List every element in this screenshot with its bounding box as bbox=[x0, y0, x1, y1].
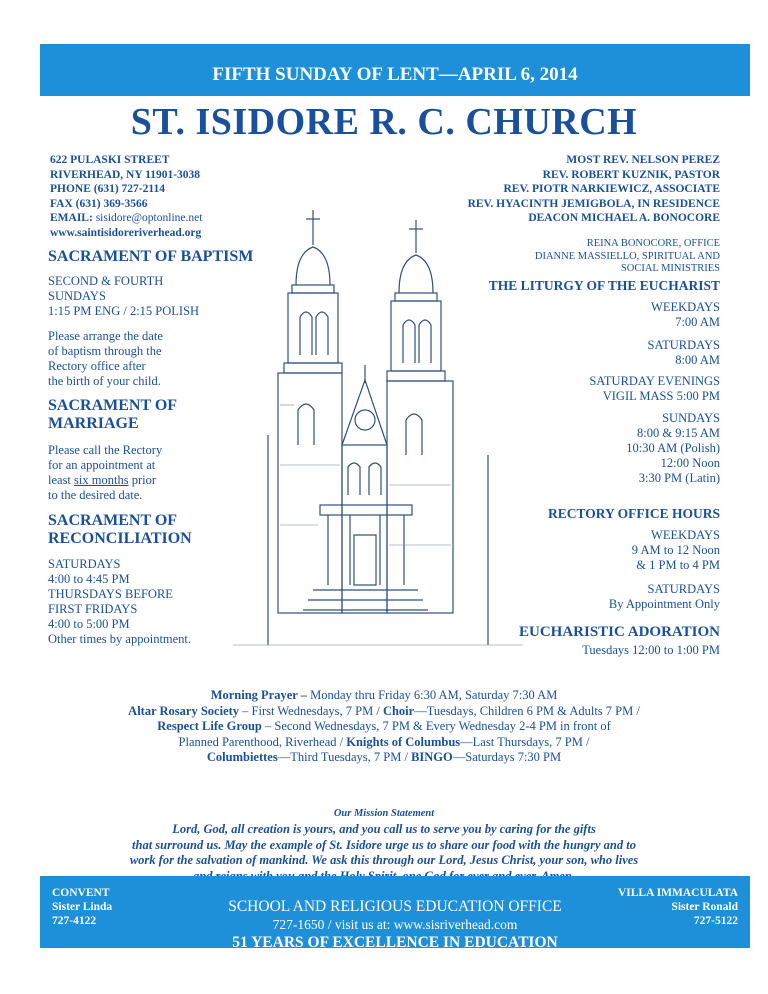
church-illustration bbox=[228, 205, 528, 655]
marriage-text bbox=[48, 443, 162, 503]
baptism-note bbox=[48, 329, 163, 389]
marriage-heading-line: MARRIAGE bbox=[48, 415, 139, 432]
rectory-line: By Appointment Only bbox=[608, 597, 720, 611]
staff-line: DIANNE MASSIELLO, SPIRITUAL AND bbox=[534, 250, 720, 262]
staff-line: SOCIAL MINISTRIES bbox=[620, 263, 720, 274]
liturgy-line: SATURDAY EVENINGS bbox=[589, 374, 720, 388]
reconciliation-line: SATURDAYS bbox=[48, 557, 121, 571]
group-label: Knights of Columbus bbox=[346, 734, 461, 749]
baptism-note-line: of baptism through the bbox=[48, 344, 162, 358]
baptism-note-line: Rectory office after bbox=[48, 359, 146, 373]
group-label: Morning Prayer – bbox=[210, 688, 307, 702]
villa-contact bbox=[618, 886, 738, 928]
email-label: EMAIL: bbox=[50, 212, 93, 224]
groups-line bbox=[0, 735, 768, 751]
rectory-line: SATURDAYS bbox=[647, 582, 720, 596]
address-phone: PHONE (631) 727-2114 bbox=[50, 183, 165, 195]
staff-line: REINA BONOCORE, OFFICE bbox=[586, 238, 720, 249]
address-street: 622 PULASKI STREET bbox=[50, 154, 170, 166]
clergy-line: REV. ROBERT KUZNIK, PASTOR bbox=[542, 168, 720, 181]
group-text: —Third Tuesdays, 7 PM / bbox=[277, 750, 412, 764]
liturgy-vigil bbox=[589, 374, 720, 404]
marriage-line bbox=[48, 473, 162, 488]
reconciliation-line: FIRST FRIDAYS bbox=[48, 602, 138, 616]
liturgy-heading: THE LITURGY OF THE EUCHARIST bbox=[488, 278, 720, 293]
clergy-line: REV. PIOTR NARKIEWICZ, ASSOCIATE bbox=[503, 183, 720, 195]
address-city: RIVERHEAD, NY 11901-3038 bbox=[50, 168, 201, 181]
address-fax: FAX (631) 369-3566 bbox=[50, 197, 148, 210]
groups-line bbox=[0, 704, 768, 720]
baptism-note-line: Please arrange the date bbox=[48, 329, 163, 343]
group-text: – Second Wednesdays, 7 PM & Every Wednesday 2-4 PM in front of bbox=[261, 719, 611, 733]
reconciliation-heading-line: RECONCILIATION bbox=[48, 530, 192, 547]
rectory-line: & 1 PM to 4 PM bbox=[636, 558, 720, 572]
adoration-heading: EUCHARISTIC ADORATION bbox=[518, 624, 720, 640]
liturgy-line: 10:30 AM (Polish) bbox=[626, 441, 720, 455]
rectory-line: 9 AM to 12 Noon bbox=[631, 543, 720, 557]
group-text: —Tuesdays, Children 6 PM & Adults 7 PM / bbox=[414, 703, 640, 718]
school-years: 51 YEARS OF EXCELLENCE IN EDUCATION bbox=[232, 934, 558, 951]
marriage-heading bbox=[48, 397, 177, 433]
reconciliation-line: 4:00 to 5:00 PM bbox=[48, 617, 130, 631]
marriage-heading-line: SACRAMENT OF bbox=[48, 397, 178, 414]
reconciliation-line: THURSDAYS BEFORE bbox=[48, 587, 173, 601]
staff-block bbox=[535, 238, 720, 276]
reconciliation-text bbox=[48, 557, 191, 647]
church-title: ST. ISIDORE R. C. CHURCH bbox=[130, 101, 638, 143]
rectory-saturdays bbox=[609, 582, 720, 612]
header-banner: FIFTH SUNDAY OF LENT—APRIL 6, 2014 bbox=[40, 44, 750, 96]
baptism-schedule bbox=[48, 274, 199, 319]
baptism-line: SECOND & FOURTH bbox=[48, 274, 164, 288]
group-label: Altar Rosary Society bbox=[128, 703, 240, 718]
marriage-line: to the desired date. bbox=[48, 488, 143, 502]
marriage-text-part: least bbox=[48, 473, 75, 487]
mission-line: Lord, God, all creation is yours, and you call us to serve you by caring for the gifts bbox=[172, 822, 596, 836]
mission-line: that surround us. May the example of St. Isidore urge us to share our food with the hungry and to bbox=[132, 837, 636, 852]
liturgy-weekdays bbox=[651, 300, 720, 330]
email-link[interactable]: sisidore@optonline.net bbox=[95, 212, 203, 224]
clergy-line: DEACON MICHAEL A. BONOCORE bbox=[528, 212, 720, 224]
footer-banner bbox=[40, 876, 750, 951]
marriage-line: Please call the Rectory bbox=[48, 443, 163, 457]
liturgy-line: WEEKDAYS bbox=[651, 300, 720, 314]
liturgy-line: 3:30 PM (Latin) bbox=[638, 471, 720, 485]
group-text: – First Wednesdays, 7 PM / bbox=[239, 703, 383, 718]
baptism-heading: SACRAMENT OF BAPTISM bbox=[48, 248, 254, 265]
liturgy-line: VIGIL MASS 5:00 PM bbox=[602, 389, 720, 403]
group-text: Planned Parenthood, Riverhead / bbox=[178, 734, 347, 749]
liturgy-line: 12:00 Noon bbox=[660, 456, 720, 470]
reconciliation-heading-line: SACRAMENT OF bbox=[48, 512, 178, 529]
baptism-note-line: the birth of your child. bbox=[48, 374, 161, 388]
address-block bbox=[50, 153, 202, 240]
website-link[interactable]: www.saintisidoreriverhead.org bbox=[50, 226, 202, 239]
marriage-line: for an appointment at bbox=[48, 458, 156, 472]
baptism-line: SUNDAYS bbox=[48, 289, 106, 303]
liturgy-line: SUNDAYS bbox=[662, 411, 720, 425]
marriage-text-part: prior bbox=[128, 473, 157, 487]
school-phone: 727-1650 / visit us at: www.sisriverhead.com bbox=[272, 917, 518, 932]
convent-name: Sister Linda bbox=[52, 901, 113, 913]
group-label: BINGO bbox=[411, 750, 453, 764]
mission-heading: Our Mission Statement bbox=[333, 808, 435, 819]
adoration-time: Tuesdays 12:00 to 1:00 PM bbox=[582, 643, 720, 657]
address-email-row bbox=[50, 211, 202, 226]
parish-groups bbox=[0, 688, 768, 766]
liturgy-saturdays bbox=[648, 338, 720, 368]
liturgy-line: 7:00 AM bbox=[675, 315, 720, 329]
group-label: Choir bbox=[382, 703, 415, 718]
clergy-line: MOST REV. NELSON PEREZ bbox=[566, 154, 720, 166]
rectory-heading: RECTORY OFFICE HOURS bbox=[547, 506, 720, 521]
group-label: Columbiettes bbox=[206, 750, 278, 764]
group-text: —Last Thursdays, 7 PM / bbox=[460, 734, 590, 749]
reconciliation-line: 4:00 to 4:45 PM bbox=[48, 572, 130, 586]
school-title: SCHOOL AND RELIGIOUS EDUCATION OFFICE bbox=[228, 898, 562, 915]
mission-line: work for the salvation of mankind. We ask this through our Lord, Jesus Christ, your son, who lives bbox=[129, 853, 639, 867]
liturgy-line: 8:00 & 9:15 AM bbox=[637, 426, 720, 440]
liturgy-line: 8:00 AM bbox=[675, 353, 720, 367]
reconciliation-heading bbox=[48, 512, 192, 548]
group-label: Respect Life Group bbox=[157, 719, 262, 733]
groups-line bbox=[0, 688, 768, 704]
rectory-weekdays bbox=[632, 528, 720, 573]
convent-title: CONVENT bbox=[52, 887, 110, 899]
groups-line bbox=[0, 750, 768, 766]
liturgy-line: SATURDAYS bbox=[647, 338, 720, 352]
reconciliation-line: Other times by appointment. bbox=[48, 632, 192, 646]
rectory-line: WEEKDAYS bbox=[651, 528, 720, 542]
group-text: —Saturdays 7:30 PM bbox=[452, 750, 562, 764]
villa-title: VILLA IMMACULATA bbox=[617, 887, 738, 899]
baptism-line: 1:15 PM ENG / 2:15 POLISH bbox=[48, 304, 200, 318]
groups-line bbox=[0, 719, 768, 735]
group-text: Monday thru Friday 6:30 AM, Saturday 7:30 AM bbox=[306, 688, 558, 702]
convent-phone: 727-4122 bbox=[52, 915, 97, 927]
villa-name: Sister Ronald bbox=[671, 901, 738, 913]
clergy-line: REV. HYACINTH JEMIGBOLA, IN RESIDENCE bbox=[467, 197, 720, 210]
six-months-emphasis: six months bbox=[74, 473, 129, 487]
villa-phone: 727-5122 bbox=[693, 915, 738, 927]
liturgy-sundays bbox=[626, 411, 720, 486]
